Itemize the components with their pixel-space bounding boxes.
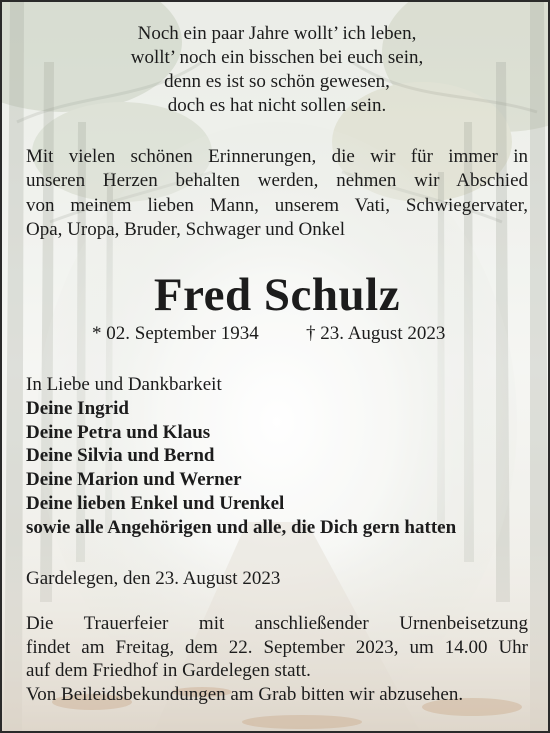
mourners-heading: In Liebe und Dankbarkeit xyxy=(26,374,222,395)
intro-line: von meinem lieben Mann, unserem Vati, Schwiegervater, xyxy=(26,194,528,216)
service-line: auf dem Friedhof in Gardelegen statt. xyxy=(26,660,311,681)
mourner-name: Deine lieben Enkel und Urenkel xyxy=(26,492,285,514)
place-and-date: Gardelegen, den 23. August 2023 xyxy=(26,568,281,589)
mourner-name: sowie alle Angehörigen und alle, die Dich gern hatten xyxy=(26,516,457,538)
intro-paragraph xyxy=(26,145,528,242)
poem-line: doch es hat nicht sollen sein. xyxy=(167,95,387,116)
mourners-list xyxy=(26,373,536,540)
service-line: Die Trauerfeier mit anschließender Urnenbeisetzung xyxy=(26,613,528,634)
poem-line: Noch ein paar Jahre wollt’ ich leben, xyxy=(137,23,417,44)
birth-date: * 02. September 1934 xyxy=(92,323,259,344)
mourner-name: Deine Marion und Werner xyxy=(26,469,242,491)
mourner-name: Deine Ingrid xyxy=(26,397,129,419)
service-line: Von Beileidsbekundungen am Grab bitten wir abzusehen. xyxy=(26,683,464,705)
service-line: findet am Freitag, dem 22. September 2023, um 14.00 Uhr xyxy=(26,636,528,658)
mourner-name: Deine Silvia und Bernd xyxy=(26,445,215,467)
intro-line: unseren Herzen behalten werden, nehmen wir Abschied xyxy=(26,170,528,192)
poem-line: wollt’ noch ein bisschen bei euch sein, xyxy=(130,47,424,68)
intro-line: Mit vielen schönen Erinnerungen, die wir für immer in xyxy=(26,146,528,167)
death-date: † 23. August 2023 xyxy=(306,323,446,344)
poem-line: denn es ist so schön gewesen, xyxy=(164,71,390,92)
intro-line: Opa, Uropa, Bruder, Schwager und Onkel xyxy=(26,218,345,240)
poem xyxy=(2,22,550,118)
funeral-service-info xyxy=(26,612,528,706)
deceased-name: Fred Schulz xyxy=(153,269,401,321)
mourner-name: Deine Petra und Klaus xyxy=(26,421,211,443)
